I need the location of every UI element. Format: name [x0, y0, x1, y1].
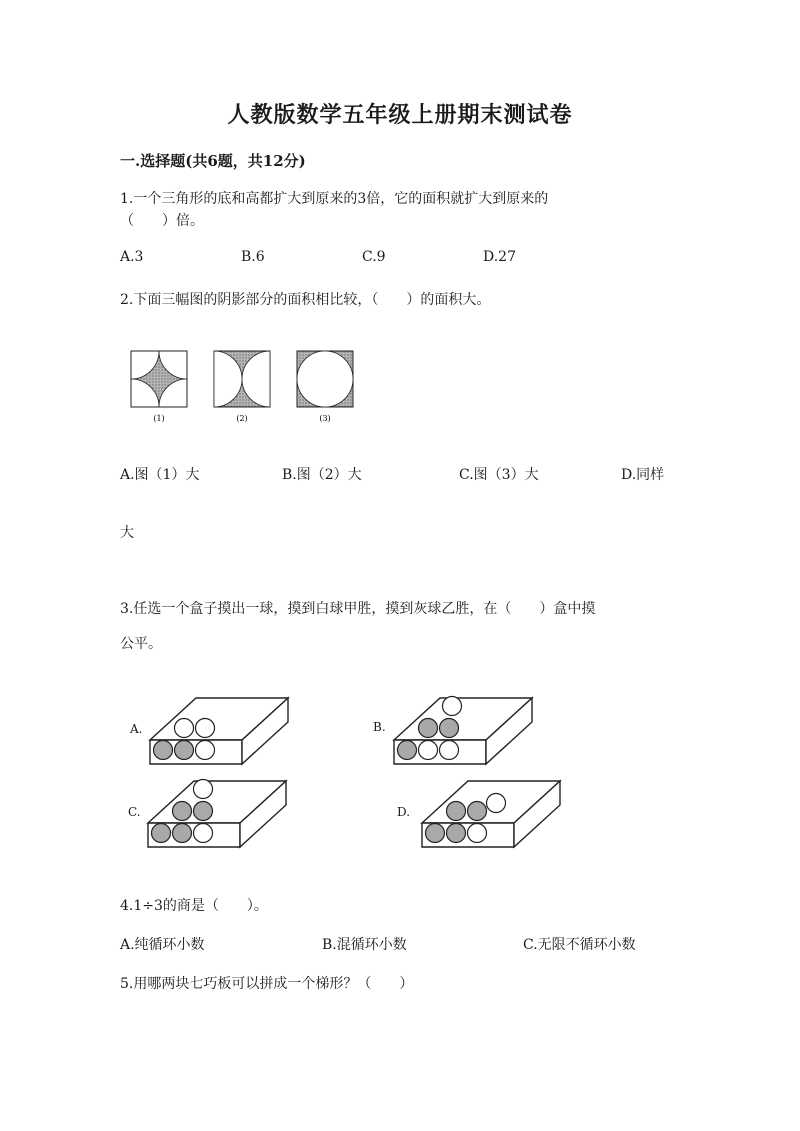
gray-ball [468, 802, 487, 821]
figure-2-label: (2) [236, 414, 248, 423]
gray-ball [447, 802, 466, 821]
box-d-label: D. [397, 805, 411, 819]
gray-ball [154, 741, 173, 760]
white-ball [440, 741, 459, 760]
question-2-option-b[interactable]: B.图（2）大 [282, 467, 362, 483]
question-2-option-c[interactable]: C.图（3）大 [459, 467, 539, 483]
white-ball [196, 741, 215, 760]
question-5-text: 5.用哪两块七巧板可以拼成一个梯形？（ ） [120, 976, 414, 992]
white-ball [419, 741, 438, 760]
question-2-text: 2.下面三幅图的阴影部分的面积相比较，（ ）的面积大。 [120, 292, 491, 308]
question-2-option-d[interactable]: D.同样 [621, 467, 665, 483]
question-1-text-line2: （ ）倍。 [120, 213, 204, 229]
question-4-option-a[interactable]: A.纯循环小数 [120, 937, 205, 953]
question-2-option-a[interactable]: A.图（1）大 [120, 467, 200, 483]
page-title: 人教版数学五年级上册期末测试卷 [227, 102, 573, 128]
figure-3 [297, 351, 353, 407]
white-ball [194, 824, 213, 843]
white-ball [468, 824, 487, 843]
gray-ball [419, 719, 438, 738]
question-1-option-a[interactable]: A.3 [120, 249, 144, 265]
question-4-text: 4.1÷3的商是（ ）。 [120, 898, 268, 914]
question-4-option-b[interactable]: B.混循环小数 [322, 937, 407, 953]
box-d[interactable] [418, 775, 568, 855]
gray-ball [175, 741, 194, 760]
white-ball [487, 794, 506, 813]
figure-3-label: (3) [319, 414, 331, 423]
question-1-option-b[interactable]: B.6 [241, 249, 265, 265]
section-heading: 一.选择题(共6题，共12分) [120, 152, 306, 170]
question-1-text-line1: 1.一个三角形的底和高都扩大到原来的3倍，它的面积就扩大到原来的 [120, 191, 549, 207]
gray-ball [173, 824, 192, 843]
white-ball [194, 780, 213, 799]
figure-2 [214, 351, 270, 407]
question-3-text-line2: 公平。 [120, 636, 162, 652]
box-b-label: B. [373, 720, 386, 734]
box-a-label: A. [130, 722, 143, 736]
gray-ball [173, 802, 192, 821]
box-a[interactable] [146, 692, 296, 772]
box-c[interactable] [144, 775, 294, 855]
gray-ball [426, 824, 445, 843]
gray-ball [398, 741, 417, 760]
white-ball [175, 719, 194, 738]
question-1-option-c[interactable]: C.9 [362, 249, 386, 265]
white-ball [443, 697, 462, 716]
figure-1 [131, 351, 187, 407]
box-b[interactable] [390, 692, 540, 772]
question-1-option-d[interactable]: D.27 [483, 249, 516, 265]
white-ball [196, 719, 215, 738]
question-2-figures [125, 345, 365, 425]
figure-1-label: (1) [153, 414, 165, 423]
gray-ball [447, 824, 466, 843]
gray-ball [152, 824, 171, 843]
gray-ball [194, 802, 213, 821]
question-3-text-line1: 3.任选一个盒子摸出一球，摸到白球甲胜，摸到灰球乙胜，在（ ）盒中摸 [120, 601, 596, 617]
box-c-label: C. [128, 805, 141, 819]
question-4-option-c[interactable]: C.无限不循环小数 [523, 937, 636, 953]
question-2-option-d-wrap: 大 [120, 525, 134, 541]
gray-ball [440, 719, 459, 738]
